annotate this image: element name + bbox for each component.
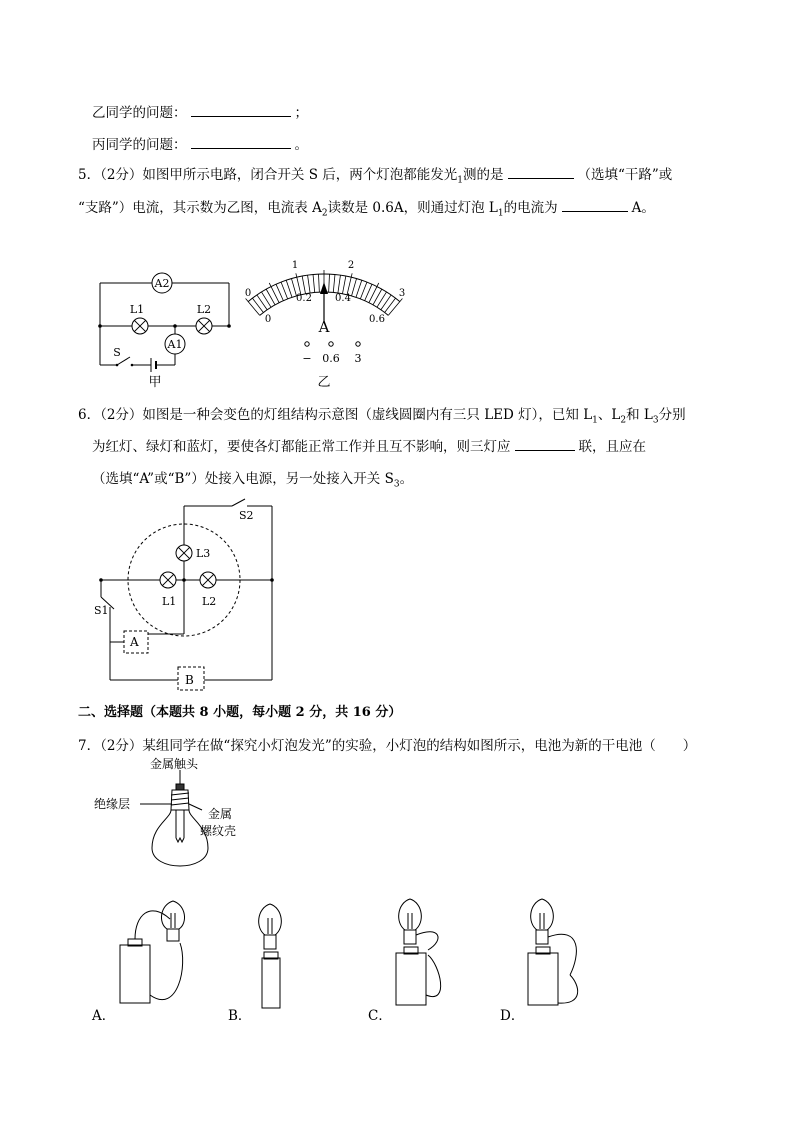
q5-circuit-figure <box>95 262 235 392</box>
q4-yi-end: ； <box>294 105 308 121</box>
q5-ammeter-dial-figure <box>232 252 422 392</box>
dial-tick <box>319 274 320 292</box>
dial-tick <box>381 295 391 310</box>
q5-text-2d: 1 <box>497 208 504 219</box>
q4-bing-label: 丙同学的问题： <box>92 137 187 153</box>
q5-line-1 <box>78 164 672 191</box>
q5-text-2c: 读数是 0.6A，则通过灯泡 L <box>327 200 498 216</box>
q6-text-3b: 3 <box>393 479 400 490</box>
switch-s2-label: S2 <box>239 509 254 522</box>
switch-s-label: S <box>113 346 121 359</box>
q7-option-c-figure[interactable] <box>390 895 470 1020</box>
q7-option-a-label[interactable]: A． <box>92 1008 116 1024</box>
dial-tick <box>302 276 305 294</box>
terminal-negative <box>305 342 309 346</box>
label-metal-tip: 金属触头 <box>150 757 199 771</box>
q6-line-3 <box>92 468 413 495</box>
q6-text-1c: 、L <box>597 407 621 423</box>
q6-text-1g: 分别 <box>658 407 686 423</box>
q4-yi-line <box>92 102 308 123</box>
q6-text-1a: 6．（2分）如图是一种会变色的灯组结构示意图（虚线圆圈内有三只 LED 灯），已知 L <box>78 407 593 423</box>
q6-text-2b: 联，且应在 <box>578 439 646 455</box>
q7-bulb-structure-figure <box>92 757 272 890</box>
q7-option-b-figure[interactable] <box>250 900 310 1020</box>
dial-tick <box>385 298 396 312</box>
lower-tick-0-4: 0.4 <box>335 293 351 304</box>
ammeter-a1-label: A1 <box>167 338 183 351</box>
q5-answer-blank-2[interactable] <box>562 197 628 212</box>
led-l1-label: L1 <box>162 595 177 608</box>
box-a-label: A <box>130 635 139 649</box>
lamp-l1-label: L1 <box>129 303 145 316</box>
q4-bing-answer-blank[interactable] <box>191 134 291 149</box>
q6-text-1b: 1 <box>592 415 598 426</box>
q6-text-2a: 为红灯、绿灯和蓝灯，要使各灯都能正常工作并且互不影响，则三灯应 <box>92 439 511 455</box>
box-b-label: B <box>185 673 194 687</box>
q6-answer-blank-1[interactable] <box>515 436 575 451</box>
dial-tick <box>246 299 260 316</box>
lower-tick-0: 0 <box>264 314 272 325</box>
dial-tick <box>356 280 362 297</box>
q6-text-3c: 。 <box>399 471 414 487</box>
q6-text-1f: 3 <box>652 415 659 426</box>
q5-text-2e: 的电流为 <box>503 200 558 216</box>
q6-text-3a: （选填“A”或“B”）处接入电源，另一处接入开关 S <box>92 471 394 487</box>
q7-option-a-figure[interactable] <box>118 895 218 1015</box>
figure-yi-caption: 乙 <box>317 375 331 390</box>
q5-answer-blank-1[interactable] <box>508 164 574 179</box>
q6-line-1 <box>78 405 686 431</box>
q7-question-text: 7．（2分）某组同学在做“探究小灯泡发光”的实验，小灯泡的结构如图所示，电池为新的干电池（ ） <box>78 738 697 754</box>
switch-s2-symbol <box>232 499 245 506</box>
terminal-0-6 <box>329 342 333 346</box>
dial-tick <box>338 275 341 293</box>
q4-yi-answer-blank[interactable] <box>191 102 291 117</box>
upper-tick-0: 0 <box>244 288 252 299</box>
led-l3-label: L3 <box>196 547 211 560</box>
q5-text-2b: 2 <box>321 208 328 219</box>
dial-tick <box>252 298 263 312</box>
lower-tick-0-2: 0.2 <box>296 293 312 304</box>
dial-tick <box>369 283 379 303</box>
switch-s1-label: S1 <box>94 604 109 617</box>
dial-tick <box>286 280 292 297</box>
upper-tick-2: 2 <box>347 260 355 271</box>
dial-tick <box>308 275 311 293</box>
terminal-0-6-label: 0.6 <box>322 352 340 365</box>
dial-tick <box>388 299 402 316</box>
q6-text-1e: 和 L <box>626 407 653 423</box>
bulb-metal-tip <box>176 784 184 790</box>
dial-tick <box>352 279 357 296</box>
label-metal-shell-2: 螺纹壳 <box>200 824 237 838</box>
led-l2-label: L2 <box>202 595 217 608</box>
terminal-3 <box>356 342 360 346</box>
dial-tick <box>281 282 288 299</box>
terminal-3-label: 3 <box>354 352 362 365</box>
q7-option-d-figure[interactable] <box>522 895 602 1020</box>
q6-led-circuit-figure <box>92 497 292 692</box>
upper-tick-3: 3 <box>398 288 406 299</box>
dial-tick <box>313 275 315 293</box>
q4-bing-end: 。 <box>294 137 308 153</box>
section-2-heading: 二、选择题（本题共 8 小题，每小题 2 分，共 16 分） <box>78 705 402 720</box>
terminal-negative-label: − <box>302 352 312 365</box>
q6-text-1d: 2 <box>620 415 627 426</box>
dial-tick <box>360 282 367 299</box>
upper-tick-1: 1 <box>291 260 299 271</box>
dial-tick <box>343 276 346 294</box>
q5-text-2a: “支路”）电流，其示数为乙图，电流表 A <box>78 200 322 216</box>
q4-yi-label: 乙同学的问题： <box>92 105 187 121</box>
q7-option-d-label[interactable]: D． <box>500 1008 525 1024</box>
dial-tick <box>261 292 271 307</box>
q5-line-2 <box>78 197 655 224</box>
label-metal-shell-1: 金属 <box>208 807 233 821</box>
dial-tick <box>329 274 330 292</box>
q7-option-b-label[interactable]: B． <box>228 1008 252 1024</box>
dial-tick <box>257 295 267 310</box>
q5-text-1a: 5．（2分）如图甲所示电路，闭合开关 S 后，两个灯泡都能发光 <box>78 167 458 183</box>
ammeter-unit-label: A <box>318 318 330 336</box>
lamp-l2-label: L2 <box>196 303 212 316</box>
q5-text-2f: A。 <box>631 200 655 216</box>
q5-text-1c: 测的是 <box>463 167 504 183</box>
q6-line-2 <box>92 436 646 457</box>
dial-tick <box>377 292 387 307</box>
label-insulation-layer: 绝缘层 <box>94 797 131 811</box>
dial-tick <box>269 283 279 303</box>
q5-text-1d: （选填“干路”或 <box>577 167 673 183</box>
q5-text-1b: 1 <box>457 175 463 186</box>
q4-bing-line <box>92 134 308 155</box>
figure-jia-caption: 甲 <box>148 375 162 390</box>
q7-option-c-label[interactable]: C． <box>368 1008 392 1024</box>
ammeter-a2-label: A2 <box>154 277 170 290</box>
dial-tick <box>333 275 335 293</box>
lower-tick-0-6: 0.6 <box>369 314 385 325</box>
